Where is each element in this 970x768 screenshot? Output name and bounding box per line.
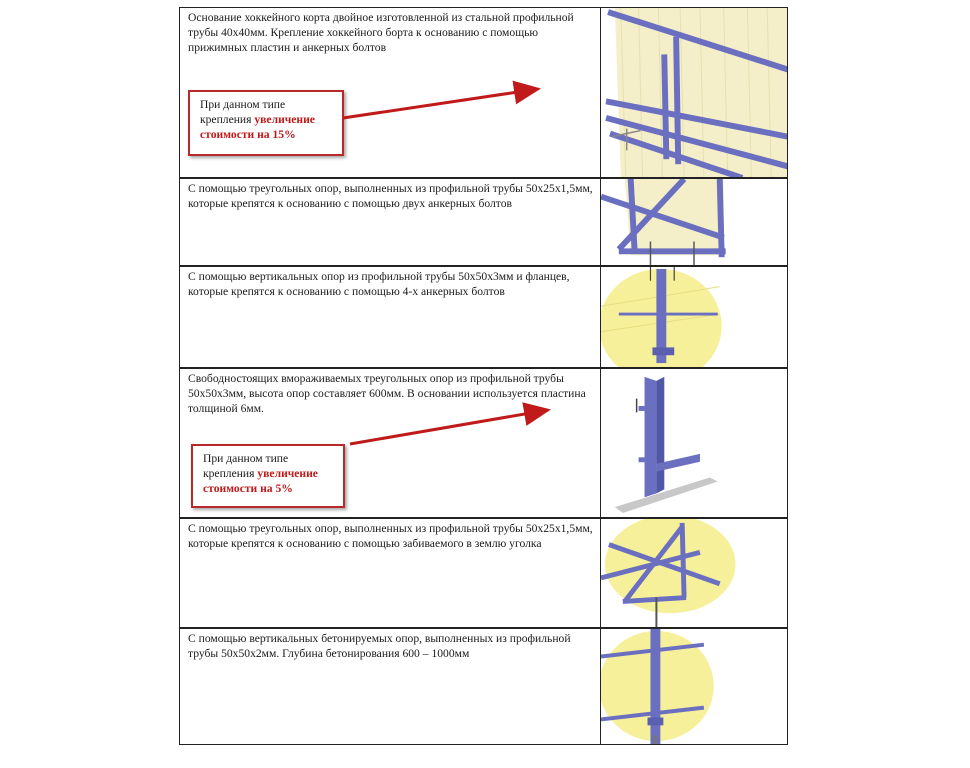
table-row (179, 7, 788, 178)
cost-note (188, 90, 344, 156)
description-text: Основание хоккейного корта двойное изготовленной из стальной профильной трубы 40х40мм. Крепление хоккейного борта к основанию с помощью прижимных пластин и анкерных болтов (188, 11, 574, 54)
table-row (179, 628, 788, 745)
description-cell (180, 267, 601, 367)
table-row (179, 368, 788, 518)
description-text: С помощью треугольных опор, выполненных из профильной трубы 50х25х1,5мм, которые крепятся к основанию с помощью забиваемого в землю уголка (188, 522, 593, 550)
table-row (179, 178, 788, 266)
illustration-cell (601, 8, 787, 177)
illustration-cell (601, 519, 787, 627)
triangular-support-illustration (601, 179, 787, 265)
illustration-cell (601, 369, 787, 517)
description-text: С помощью вертикальных бетонируемых опор, выполненных из профильной трубы 50х50х2мм. Глубина бетонирования 600 – 1000мм (188, 632, 571, 660)
description-text: Свободностоящих вмораживаемых треугольных опор из профильной трубы 50х50х3мм, высота опор составляет 600мм. В основании используется пластина толщиной 6мм. (188, 372, 586, 415)
illustration-cell (601, 179, 787, 265)
table-row (179, 518, 788, 628)
description-cell (180, 519, 601, 627)
note-highlight: увеличение стоимости на 5% (203, 467, 318, 495)
cost-note (191, 444, 345, 508)
concreted-vertical-support-illustration (601, 629, 787, 744)
illustration-cell (601, 267, 787, 367)
driven-angle-support-illustration (601, 519, 787, 627)
double-base-frame-illustration (601, 8, 787, 177)
description-cell (180, 629, 601, 744)
note-prefix: При данном типе крепления (200, 98, 286, 126)
table-row (179, 266, 788, 368)
note-highlight: увеличение стоимости на 15% (200, 113, 315, 141)
description-text: С помощью треугольных опор, выполненных из профильной трубы 50х25х1,5мм, которые крепятся к основанию с помощью двух анкерных болтов (188, 182, 593, 210)
frozen-triangular-support-illustration (601, 369, 787, 517)
vertical-support-flange-illustration (601, 267, 787, 367)
note-prefix: При данном типе крепления (203, 452, 289, 480)
illustration-cell (601, 629, 787, 744)
description-text: С помощью вертикальных опор из профильной трубы 50х50х3мм и фланцев, которые крепятся к основанию с помощью 4-х анкерных болтов (188, 270, 570, 298)
description-cell (180, 179, 601, 265)
